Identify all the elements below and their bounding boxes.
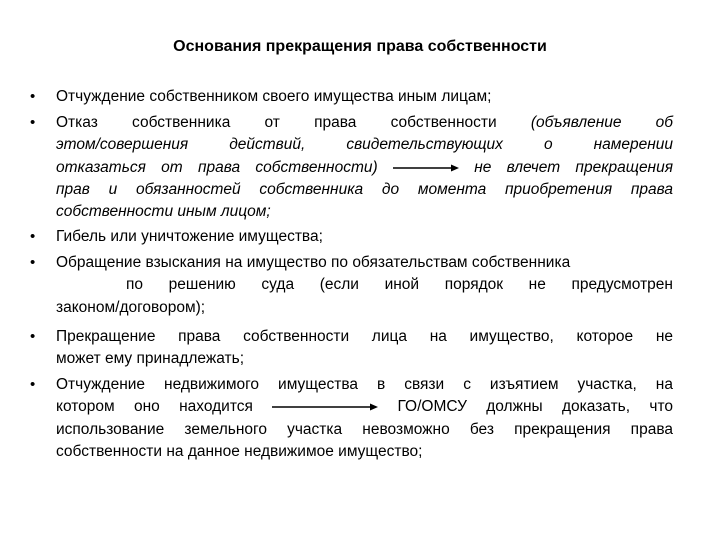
item-text: Гибель или уничтожение имущества; bbox=[56, 228, 323, 245]
list-item-3 bbox=[56, 226, 673, 248]
item-line: может ему принадлежать; bbox=[56, 350, 245, 368]
arrow-right-icon bbox=[272, 403, 378, 411]
item-text: Отчуждение собственником своего имущества иным лицам; bbox=[56, 88, 492, 105]
item-text: ГО/ОМСУ должны доказать, что bbox=[397, 398, 673, 416]
item-line: собственности иным лицом; bbox=[56, 203, 271, 221]
bullet-4: • bbox=[30, 254, 36, 271]
item-line: Прекращение права собственности лица на имущество, которое не bbox=[56, 328, 673, 345]
item-text: Отказ собственника от права собственности bbox=[56, 114, 497, 131]
item-text: котором оно находится bbox=[56, 398, 253, 416]
bullet-1: • bbox=[30, 88, 36, 105]
item-line: этом/совершения действий, свидетельствующих о намерении bbox=[56, 136, 673, 154]
bullet-5: • bbox=[30, 328, 36, 345]
item-line: Отчуждение недвижимого имущества в связи с изъятием участка, на bbox=[56, 376, 673, 393]
bullet-2: • bbox=[30, 114, 36, 131]
bullet-6: • bbox=[30, 376, 36, 393]
item-line bbox=[56, 396, 673, 418]
item-line bbox=[56, 112, 673, 134]
list-item-2 bbox=[56, 112, 673, 223]
list-item-6 bbox=[56, 374, 673, 463]
list-item-4 bbox=[56, 252, 673, 319]
item-text-italic: (объявление об bbox=[530, 114, 673, 131]
item-line: прав и обязанностей собственника до момента приобретения права bbox=[56, 180, 673, 198]
item-line: собственности на данное недвижимое имущество; bbox=[56, 442, 423, 460]
page-title: Основания прекращения права собственности bbox=[173, 38, 547, 55]
item-line: Обращение взыскания на имущество по обязательствам собственника bbox=[56, 254, 571, 271]
list-item-1 bbox=[56, 86, 673, 108]
bullet-3: • bbox=[30, 228, 36, 245]
list-item-5 bbox=[56, 326, 673, 371]
item-text-italic: отказаться от права собственности) bbox=[56, 158, 378, 176]
item-line: использование земельного участка невозможно без прекращения права bbox=[56, 420, 673, 438]
arrow-right-icon bbox=[393, 164, 459, 172]
item-line: законом/договором); bbox=[56, 298, 206, 316]
item-text-italic: не влечет прекращения bbox=[474, 158, 673, 176]
item-line: по решению суда (если иной порядок не предусмотрен bbox=[126, 276, 673, 294]
item-line bbox=[56, 157, 673, 179]
